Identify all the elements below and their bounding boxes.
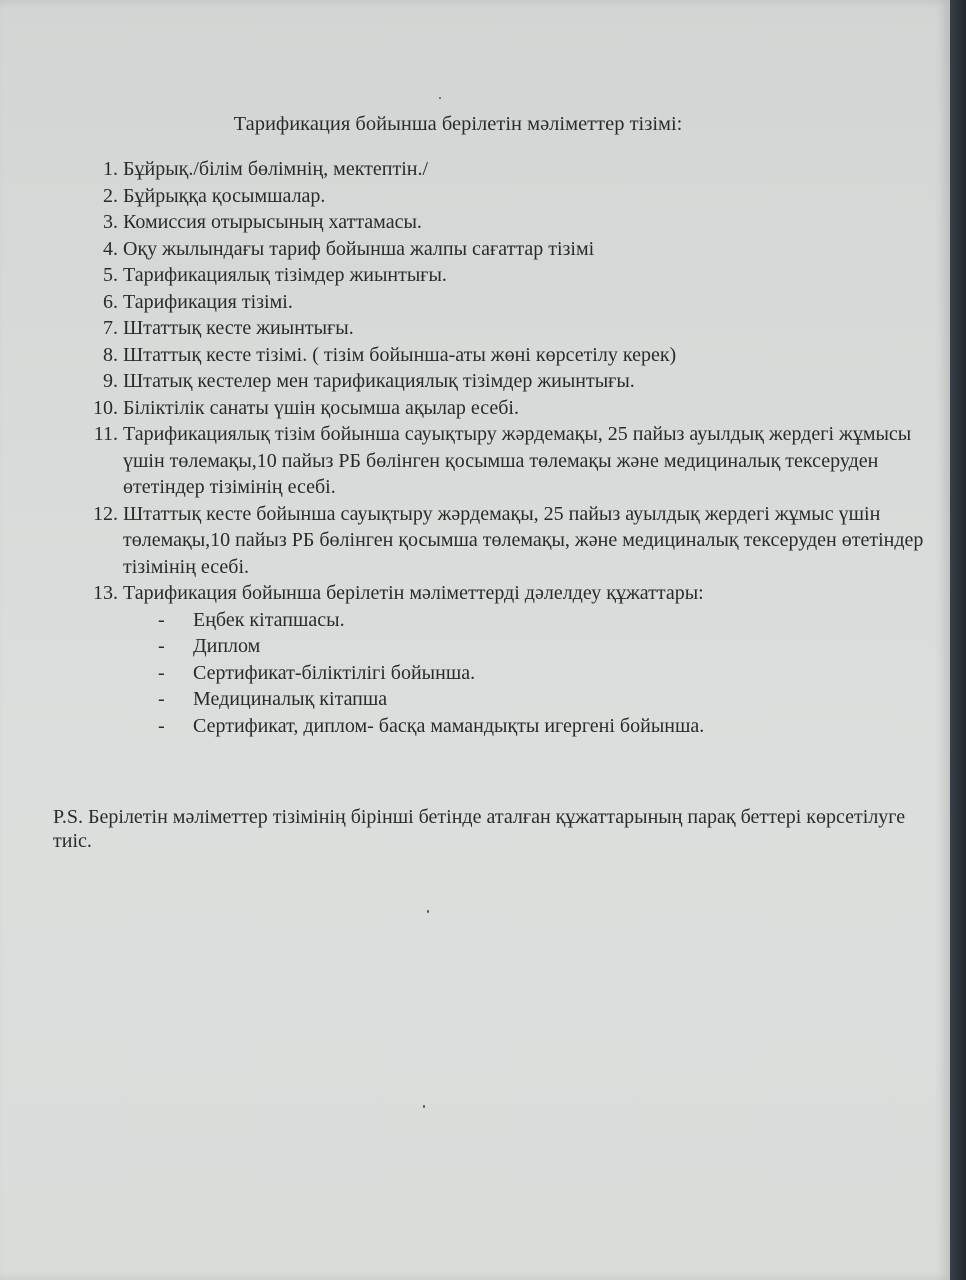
list-item [0,289,950,316]
list-item [0,368,950,395]
list-item-number: 7. [103,317,118,339]
list-item [0,342,950,369]
sublist-item-text: Диплом [193,635,261,657]
list-item [0,262,950,289]
list-item-text: Штатық кестелер мен тарификациялық тізімдер жиынтығы. [123,370,635,392]
sublist-dash: - [158,608,165,631]
list-item [0,315,950,342]
list-item [0,209,950,236]
document-list [0,156,950,739]
paper-speck [439,97,441,99]
list-item [0,183,950,210]
list-item-text: Тарификациялық тізімдер жиынтығы. [123,264,447,286]
sublist-dash: - [158,635,165,657]
document-title: Тарификация бойынша берілетін мәліметтер тізімі: [233,113,683,135]
sublist-dash: - [158,661,165,684]
list-item-text: Штаттық кесте жиынтығы. [123,317,354,339]
list-item-text: Комиссия отырысының хаттамасы. [123,211,422,233]
page-edge-shadow [950,0,966,1280]
sublist-item-text: Еңбек кітапшасы. [193,608,345,631]
sublist-dash: - [158,688,165,710]
list-item-number: 13. [93,582,118,604]
list-item-text: Біліктілік санаты үшін қосымша ақылар есебі. [123,396,519,419]
list-item-number: 10. [93,396,118,419]
list-item [0,580,950,739]
list-item [0,395,950,422]
list-item [0,501,950,581]
document-sublist [0,607,950,740]
list-item-text: Тарификация тізімі. [123,290,293,313]
list-item-number: 3. [103,211,118,233]
list-item-text: Штаттық кесте бойынша сауықтыру жәрдемақы, 25 пайыз ауылдық жердегі жұмыс үшін төлемақы,10 пайыз РБ бөлінген қосымша төлемақы, және медициналық тексеруден өтетіндер тізімінің есебі. [123,502,924,578]
sublist-item [0,713,950,740]
list-item-text: Бұйрыққа қосымшалар. [123,184,326,207]
list-item-number: 11. [93,423,118,445]
paper-speck [423,1105,425,1108]
list-item-number: 6. [103,290,118,313]
sublist-dash: - [158,714,165,737]
list-item-text: Бұйрық./білім бөлімнің, мектептін./ [123,158,429,180]
sublist-item [0,607,950,634]
sublist-item-text: Сертификат, диплом- басқа мамандықты игергені бойынша. [193,714,705,737]
list-item-number: 8. [103,343,118,366]
list-item-text: Тарификация бойынша берілетін мәліметтерді дәлелдеу құжаттары: [123,582,704,604]
sublist-item [0,660,950,687]
list-item-number: 12. [93,502,118,525]
list-item-number: 4. [103,237,118,260]
list-item [0,421,950,501]
list-item [0,156,950,183]
sublist-item [0,633,950,660]
list-item-text: Тарификациялық тізім бойынша сауықтыру жәрдемақы, 25 пайыз ауылдық жердегі жұмысы үшін төлемақы,10 пайыз РБ бөлінген қосымша төлемақы және медициналық тексеруден өтетіндер тізімінің есебі. [123,423,912,498]
sublist-item [0,686,950,713]
list-item [0,236,950,263]
list-item-text: Оқу жылындағы тариф бойынша жалпы сағаттар тізімі [123,237,595,260]
list-item-number: 5. [103,264,118,286]
list-item-number: 2. [103,184,118,207]
sublist-item-text: Медициналық кітапша [193,688,388,710]
list-item-number: 9. [103,370,118,392]
sublist-item-text: Сертификат-біліктілігі бойынша. [193,661,476,684]
list-item-number: 1. [103,158,118,180]
paper-speck [427,910,429,913]
postscript-note: P.S. Берілетін мәліметтер тізімінің бірінші бетінде аталған құжаттарының парақ беттері көрсетілуге тиіс. [53,806,906,852]
list-item-text: Штаттық кесте тізімі. ( тізім бойынша-аты жөні көрсетілу керек) [123,343,677,366]
